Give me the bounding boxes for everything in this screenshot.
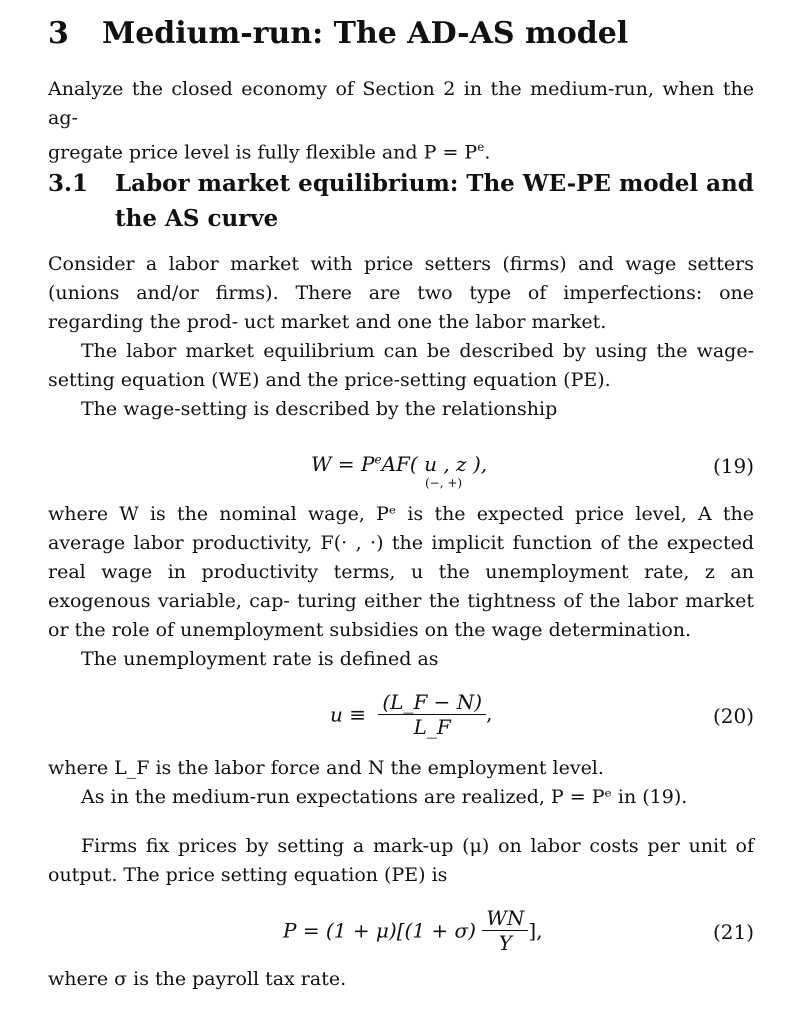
eq21-denominator: Y	[498, 931, 512, 955]
eq21-expression: P = (1 + μ)[(1 + σ) $\frac{WN}{Y}$ ],	[283, 906, 543, 955]
eq20-denominator: L_F	[413, 715, 451, 739]
paragraph-5: The unemployment rate is defined as	[81, 648, 439, 670]
eq19-expression: $W = P^eAF$( u , z ),	[311, 452, 488, 476]
intro-superscript: e	[477, 140, 485, 154]
paragraph-1: Consider a labor market with price setters (firms) and wage setters (unions and/or firms). There are two type of imperfections: one regarding the prod- uct market and one the labor market.	[48, 253, 754, 333]
intro-line-2: gregate price level is fully flexible and P = P	[48, 141, 478, 164]
equation-19	[48, 452, 754, 492]
paragraph-8: Firms fix prices by setting a mark-up (μ) on labor costs per unit of output. The price setting equation (PE) is	[48, 835, 754, 886]
eq21-tag: (21)	[712, 920, 754, 944]
section-title: Medium-run: The AD-AS model	[102, 16, 629, 51]
eq19-tag: (19)	[712, 454, 754, 478]
paragraph-6: where L_F is the labor force and N the employment level.	[48, 757, 604, 779]
section-heading	[48, 16, 628, 51]
intro-paragraph	[48, 75, 754, 167]
paragraph-7: As in the medium-run expectations are realized, P = Pᵉ in (19).	[81, 786, 688, 808]
eq20-tag: (20)	[712, 704, 754, 728]
eq20-expression: u ≡ $\frac{(L\_F - N)}{L\_F}$ ,	[330, 690, 493, 739]
intro-period: .	[484, 141, 491, 164]
paragraph-9: where σ is the payroll tax rate.	[48, 968, 347, 990]
eq20-numerator: (L_F − N)	[378, 690, 486, 715]
eq19-signs: (−, +)	[425, 476, 463, 490]
paragraph-2: The labor market equilibrium can be described by using the wage-setting equation (WE) and the price-setting equation (PE).	[48, 340, 754, 391]
equation-20	[48, 690, 754, 748]
intro-line-1: Analyze the closed economy of Section 2 in the medium-run, when the ag-	[48, 78, 754, 129]
paragraph-4: where W is the nominal wage, Pᵉ is the expected price level, A the average labor productivity, F(· , ·) the implicit function of the expected real wage in productivity terms, u the unemployment rate, z an exogenous variable, cap- turing either the tightness of the labor market or the role of unemployment subsidies on the wage determination.	[48, 503, 754, 641]
paragraph-3: The wage-setting is described by the relationship	[81, 398, 558, 420]
equation-21	[48, 906, 754, 962]
eq21-numerator: WN	[482, 906, 528, 931]
subsection-number: 3.1	[48, 170, 89, 197]
subsection-title: Labor market equilibrium: The WE-PE model and the AS curve	[115, 170, 754, 232]
section-number: 3	[48, 16, 69, 51]
